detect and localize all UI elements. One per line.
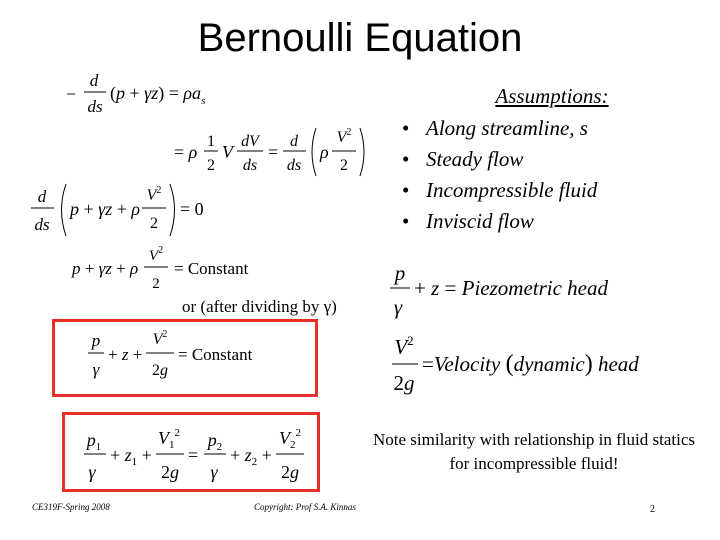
equation-derivative-zero [28, 178, 228, 242]
svg-text:ds: ds [87, 97, 103, 116]
svg-text:2g: 2g [393, 371, 415, 395]
assumptions-list [392, 84, 712, 237]
svg-text:2: 2 [150, 215, 158, 232]
assumptions-heading: Assumptions: [495, 84, 609, 108]
footer-course: CE319F-Spring 2008 [32, 502, 110, 512]
assumption-item: • Incompressible fluid [392, 175, 712, 206]
svg-text:V12: $V_1^2$ [158, 427, 180, 451]
svg-text:−: − [66, 84, 77, 104]
svg-text:2g: 2g [152, 362, 168, 379]
equation-momentum [60, 68, 240, 120]
svg-text:=: = [188, 445, 199, 465]
svg-text:V2: $V^2$ [146, 185, 162, 204]
svg-text:=Velocity (dynamic) head: =Velocity (dynamic) head [422, 351, 639, 377]
assumption-item: • Steady flow [392, 144, 712, 175]
equation-bernoulli-pressure [70, 242, 300, 300]
svg-text:γ: γ [92, 360, 100, 379]
svg-text:dV: dV [241, 133, 259, 150]
equation-bernoulli-head [82, 324, 312, 386]
svg-text:+ z1 +: + $z_1$ + [110, 445, 152, 468]
svg-text:2: 2 [152, 276, 160, 292]
svg-text:+ z2 +: + $z_2$ + [230, 445, 272, 468]
footer-copyright: Copyright: Prof S.A. Kinnas [254, 502, 356, 512]
svg-text:V2: $V^2$ [336, 127, 352, 146]
svg-text:ds: ds [286, 157, 302, 174]
svg-text:p2: $p_2$ [207, 430, 223, 453]
divide-note: or (after dividing by γ) [182, 297, 337, 316]
svg-text:=: = [268, 142, 279, 162]
equation-velocity-head [388, 328, 698, 398]
svg-text:V2: $V^2$ [394, 333, 414, 359]
svg-text:1: 1 [207, 133, 215, 150]
svg-text:γ: γ [210, 462, 218, 482]
svg-text:V2: $V^2$ [152, 329, 168, 348]
equation-piezometric-head [386, 258, 696, 324]
svg-text:ds: ds [34, 215, 50, 234]
svg-text:ρ: ρ [320, 142, 329, 162]
svg-text:+ z = Piezometric head: + z = Piezometric head [414, 276, 608, 300]
svg-text:p: p [91, 331, 101, 350]
svg-text:= 0: = 0 [180, 199, 204, 219]
svg-text:p + γz + ρ: p + γz + ρ [72, 259, 139, 278]
svg-text:d: d [290, 133, 298, 150]
svg-text:d: d [37, 187, 47, 206]
equation-two-point [80, 418, 316, 486]
svg-text:ds: ds [242, 157, 258, 174]
svg-text:= Constant: = Constant [174, 259, 249, 278]
svg-text:p1: $p_1$ [86, 430, 102, 453]
svg-text:V22: $V_2^2$ [279, 427, 301, 451]
svg-text:2: 2 [340, 157, 348, 174]
svg-text:2g: 2g [161, 462, 179, 482]
svg-text:= ρ: = ρ [174, 142, 198, 162]
svg-text:V: V [222, 142, 233, 162]
svg-text:2g: 2g [281, 462, 299, 482]
svg-text:2: 2 [207, 157, 215, 174]
svg-text:= Constant: = Constant [178, 345, 253, 364]
svg-text:γ: γ [393, 295, 403, 319]
slide-title: Bernoulli Equation [197, 16, 523, 60]
svg-text:(p + γz) = ρas: $(p + \gamma z) = \rho a_s$ [110, 83, 206, 107]
assumption-item: • Along streamline, s [392, 113, 712, 144]
assumption-item: • Inviscid flow [392, 206, 712, 237]
equation-acceleration [168, 118, 368, 182]
svg-text:V2: $V^2$ [148, 245, 164, 264]
page-number: 2 [650, 504, 655, 515]
svg-text:p + γz + ρ: p + γz + ρ [70, 199, 141, 219]
svg-text:+ z +: + z + [108, 345, 143, 364]
similarity-note: Note similarity with relationship in fluid statics for incompressible fluid! [372, 430, 695, 473]
svg-text:d: d [89, 71, 99, 90]
svg-text:p: p [394, 261, 406, 285]
svg-text:γ: γ [88, 462, 96, 482]
